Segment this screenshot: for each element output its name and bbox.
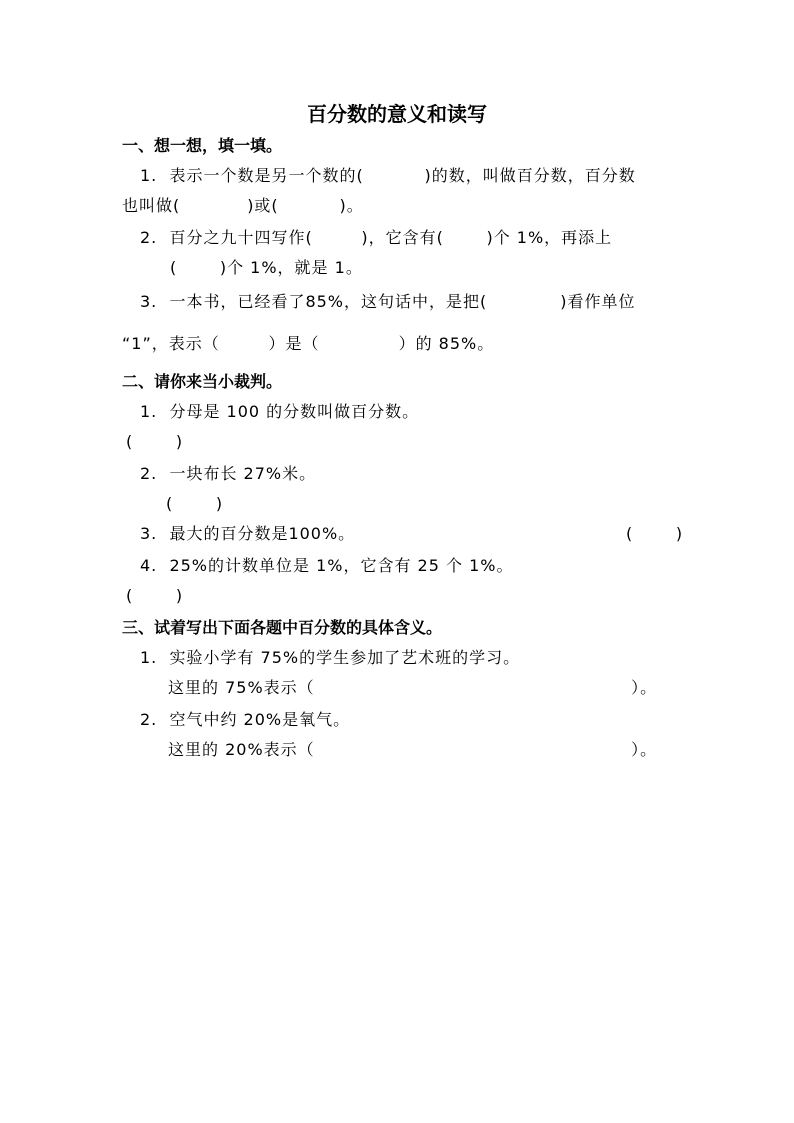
question-1-1-line-1: 1. 表示一个数是另一个数的( )的数，叫做百分数，百分数 — [140, 166, 636, 185]
question-2-3: 3. 最大的百分数是100%。 — [140, 524, 356, 543]
question-1-3-line-1: 3. 一本书，已经看了85%，这句话中，是把( )看作单位 — [140, 292, 636, 311]
page-title: 百分数的意义和读写 — [307, 102, 487, 126]
question-2-4: 4. 25%的计数单位是 1%，它含有 25 个 1%。 — [140, 556, 514, 575]
answer-line-3-2: 这里的 20%表示（ ）。 — [168, 740, 658, 759]
answer-line-3-1: 这里的 75%表示（ ）。 — [168, 678, 658, 697]
question-2-2: 2. 一块布长 27%米。 — [140, 464, 317, 483]
section-heading-2: 二、请你来当小裁判。 — [122, 372, 283, 391]
question-3-2: 2. 空气中约 20%是氧气。 — [140, 710, 351, 729]
answer-blank-2-2: ( ) — [166, 494, 224, 513]
section-heading-1: 一、想一想，填一填。 — [122, 136, 283, 155]
question-1-3-line-2: “1”，表示（ ）是（ ）的 85%。 — [122, 334, 495, 353]
answer-blank-2-3: ( ) — [626, 524, 684, 543]
answer-blank-2-1: ( ) — [126, 432, 184, 451]
question-1-2-line-2: ( )个 1%，就是 1。 — [170, 258, 363, 277]
section-heading-3: 三、试着写出下面各题中百分数的具体含义。 — [122, 618, 443, 637]
question-1-2-line-1: 2. 百分之九十四写作( )，它含有( )个 1%，再添上 — [140, 228, 613, 247]
question-1-1-line-2: 也叫做( )或( )。 — [122, 196, 364, 215]
question-2-1: 1. 分母是 100 的分数叫做百分数。 — [140, 402, 420, 421]
answer-blank-2-4: ( ) — [126, 586, 184, 605]
question-3-1: 1. 实验小学有 75%的学生参加了艺术班的学习。 — [140, 648, 521, 667]
